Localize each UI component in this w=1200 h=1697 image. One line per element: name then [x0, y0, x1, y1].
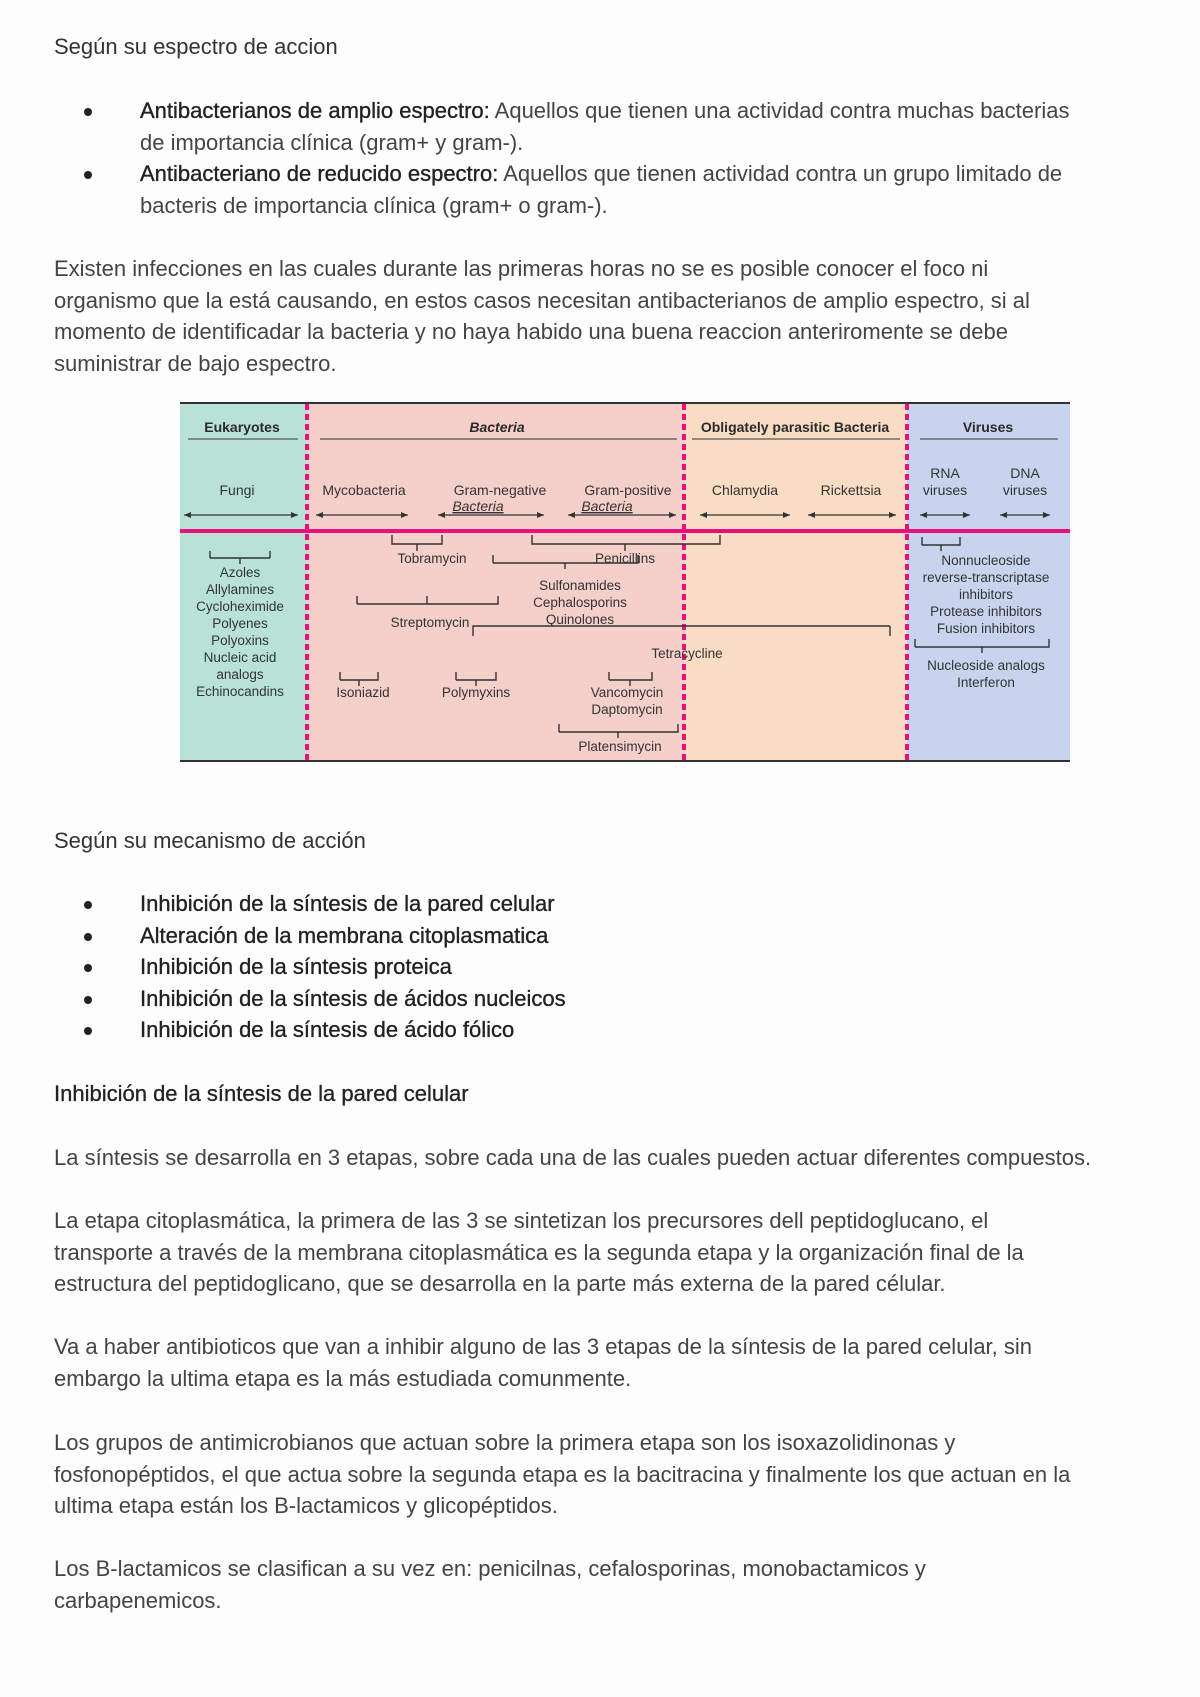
drug-nucleoside-analogs: Nucleoside analogs: [927, 658, 1045, 673]
organism-gram-negative: Gram-negative: [453, 482, 547, 498]
paragraph-line: Los B-lactamicos se clasifican a su vez en: penicilnas, cefalosporinas, monobactamicos y: [54, 1556, 926, 1581]
header-obligate-bacteria: Obligately parasitic Bacteria: [700, 419, 890, 435]
drug-list-fungal: analogs: [216, 667, 264, 682]
list-item: [54, 983, 1154, 1015]
band-obligate-bacteria: [684, 402, 907, 762]
paragraph-stages: [54, 1142, 1164, 1174]
antimicrobial-spectrum-figure: [180, 402, 1070, 764]
spectrum-list: [54, 95, 1154, 221]
drug-streptomycin: Streptomycin: [390, 615, 470, 630]
paragraph-line: embargo la ultima etapa es la más estudiada comunmente.: [54, 1365, 632, 1391]
paragraph-inhibitors: [54, 1331, 1164, 1394]
organism-mycobacteria: Mycobacteria: [322, 482, 406, 498]
term-narrow-spectrum: Antibacteriano de reducido espectro:: [140, 161, 499, 186]
bullet-icon: [84, 1027, 92, 1035]
item-text-continued: de importancia clínica (gram+ y gram-).: [140, 129, 524, 155]
paragraph-infections: [54, 253, 1164, 379]
paragraph-line: ultima etapa están los B-lactamicos y glicopéptidos.: [54, 1493, 558, 1518]
drug-interferon: Interferon: [957, 675, 1015, 690]
drug-list-fungal: Nucleic acid: [203, 650, 277, 665]
header-bacteria: Bacteria: [469, 419, 525, 435]
bullet-icon: [84, 933, 92, 941]
drug-quinolones: Quinolones: [545, 612, 615, 627]
mechanism-item: Alteración de la membrana citoplasmatica: [140, 922, 549, 948]
mechanism-list: [54, 888, 1154, 1046]
bullet-icon: [84, 964, 92, 972]
heading-mechanism: Según su mecanismo de acción: [54, 828, 366, 853]
paragraph-line: Existen infecciones en las cuales durante las primeras horas no se es posible conocer el foco ni: [54, 256, 989, 281]
mechanism-item: Inhibición de la síntesis de ácido fólico: [140, 1017, 515, 1042]
drug-tetracycline: Tetracycline: [651, 646, 723, 661]
heading-spectrum: Según su espectro de accion: [54, 34, 338, 59]
drug-isoniazid: Isoniazid: [336, 685, 390, 700]
list-item: [54, 951, 1154, 983]
organism-gram-positive: Gram-positive: [584, 482, 672, 498]
organism-rickettsia: Rickettsia: [820, 482, 882, 498]
item-text: Aquellos que tienen una actividad contra muchas bacterias: [489, 98, 1070, 123]
paragraph-line: carbapenemicos.: [54, 1587, 222, 1613]
paragraph-line: momento de identificadar la bacteria y no haya habido una buena reaccion anteriromente se debe: [54, 319, 1008, 344]
drug-reverse-transcriptase: reverse-transcriptase: [922, 570, 1050, 585]
heading-cell-wall: Inhibición de la síntesis de la pared celular: [54, 1081, 469, 1106]
list-item: [54, 158, 1154, 221]
drug-sulfonamides: Sulfonamides: [539, 578, 621, 593]
drug-tobramycin: Tobramycin: [397, 551, 467, 566]
organism-fungi: Fungi: [219, 482, 255, 498]
header-eukaryotes: Eukaryotes: [204, 419, 280, 435]
paragraph-line: La síntesis se desarrolla en 3 etapas, sobre cada una de las cuales pueden actuar diferentes compuestos.: [54, 1145, 1092, 1170]
paragraph-line: La etapa citoplasmática, la primera de las 3 se sintetizan los precursores dell peptidoglucano, el: [54, 1208, 989, 1233]
drug-list-fungal: Polyenes: [212, 616, 268, 631]
drug-nonnucleoside: Nonnucleoside: [941, 553, 1031, 568]
organism-gram-negative-sub: Bacteria: [452, 498, 504, 514]
drug-inhibitors: inhibitors: [958, 587, 1014, 602]
paragraph-line: suministrar de bajo espectro.: [54, 350, 337, 376]
organism-gram-positive-sub: Bacteria: [581, 498, 633, 514]
organism-rna-viruses: RNA: [930, 465, 960, 481]
bullet-icon: [84, 108, 92, 116]
bullet-icon: [84, 996, 92, 1004]
drug-penicillins: Penicillins: [594, 551, 656, 566]
organism-dna-viruses: DNA: [1010, 465, 1040, 481]
drug-list-fungal: Echinocandins: [196, 684, 284, 699]
drug-platensimycin: Platensimycin: [578, 739, 662, 754]
organism-rna-viruses-sub: viruses: [922, 482, 968, 498]
bullet-icon: [84, 901, 92, 909]
paragraph-line: Los grupos de antimicrobianos que actuan sobre la primera etapa son los isoxazolidinonas y: [54, 1430, 956, 1455]
drug-fusion-inhibitors: Fusion inhibitors: [936, 621, 1036, 636]
mechanism-item: Inhibición de la síntesis de ácidos nucleicos: [140, 985, 566, 1011]
organism-chlamydia: Chlamydia: [711, 482, 779, 498]
item-text: Aquellos que tienen actividad contra un grupo limitado de: [498, 161, 1063, 186]
bullet-icon: [84, 171, 92, 179]
paragraph-line: Va a haber antibioticos que van a inhibir alguno de las 3 etapas de la síntesis de la pared celular, sin: [54, 1334, 1033, 1359]
drug-list-fungal: Allylamines: [205, 582, 275, 597]
drug-list-fungal: Polyoxins: [211, 633, 269, 648]
list-item: [54, 95, 1154, 158]
paragraph-line: fosfonopéptidos, el que actua sobre la segunda etapa es la bacitracina y finalmente los que actuan en la: [54, 1461, 1071, 1487]
drug-list-fungal: Azoles: [219, 565, 261, 580]
mechanism-item: Inhibición de la síntesis proteica: [140, 954, 452, 979]
drug-list-fungal: Cycloheximide: [196, 599, 284, 614]
organism-dna-viruses-sub: viruses: [1002, 482, 1048, 498]
paragraph-betalactams: [54, 1553, 1164, 1616]
paragraph-line: estructura del peptidoglicano, que se desarrolla en la parte más externa de la pared célular.: [54, 1271, 946, 1296]
paragraph-cytoplasmic: [54, 1205, 1164, 1300]
item-text-continued: bacteris de importancia clínica (gram+ o gram-).: [140, 192, 608, 218]
paragraph-line: transporte a través de la membrana citoplasmática es la segunda etapa y la organización final de la: [54, 1239, 1024, 1265]
drug-daptomycin: Daptomycin: [591, 702, 663, 717]
list-item: [54, 1014, 1154, 1046]
paragraph-groups: [54, 1427, 1164, 1522]
header-viruses: Viruses: [962, 419, 1014, 435]
drug-polymyxins: Polymyxins: [441, 685, 511, 700]
drug-vancomycin: Vancomycin: [590, 685, 664, 700]
list-item: [54, 888, 1154, 920]
drug-protease-inhibitors: Protease inhibitors: [930, 604, 1042, 619]
term-broad-spectrum: Antibacterianos de amplio espectro:: [140, 98, 490, 123]
list-item: [54, 920, 1154, 952]
drug-cephalosporins: Cephalosporins: [533, 595, 627, 610]
mechanism-item: Inhibición de la síntesis de la pared celular: [140, 891, 555, 916]
paragraph-line: organismo que la está causando, en estos casos necesitan antibacterianos de amplio espectro, si al: [54, 287, 1030, 313]
